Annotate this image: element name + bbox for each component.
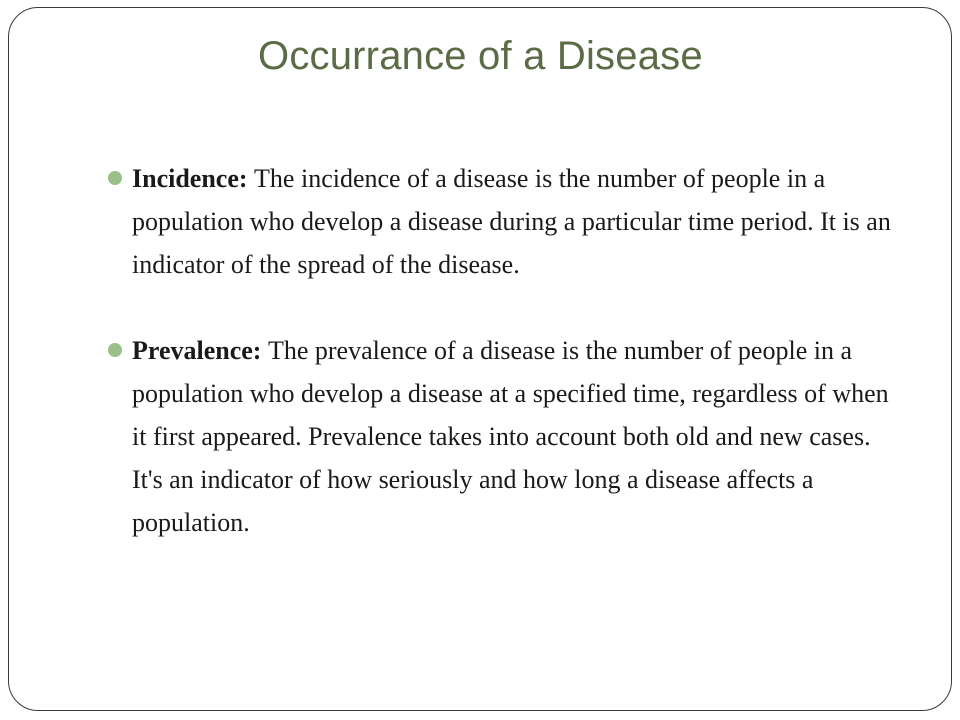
bullet-dot-icon [108, 343, 122, 357]
bullet-item-prevalence [108, 329, 898, 544]
bullet-list [108, 157, 898, 544]
bullet-term: Prevalence: [132, 336, 268, 365]
bullet-text: The prevalence of a disease is the number of people in a population who develop a disease at a specified time, regardless of when it first appeared. Prevalence takes into account both old and new cases. It's an indicator of how seriously and how long a disease affects a population. [132, 336, 889, 537]
slide-title: Occurrance of a Disease [258, 34, 703, 78]
bullet-item-incidence [108, 157, 898, 286]
bullet-text: The incidence of a disease is the number of people in a population who develop a disease during a particular time period. It is an indicator of the spread of the disease. [132, 164, 891, 279]
bullet-dot-icon [108, 171, 122, 185]
bullet-term: Incidence: [132, 164, 255, 193]
